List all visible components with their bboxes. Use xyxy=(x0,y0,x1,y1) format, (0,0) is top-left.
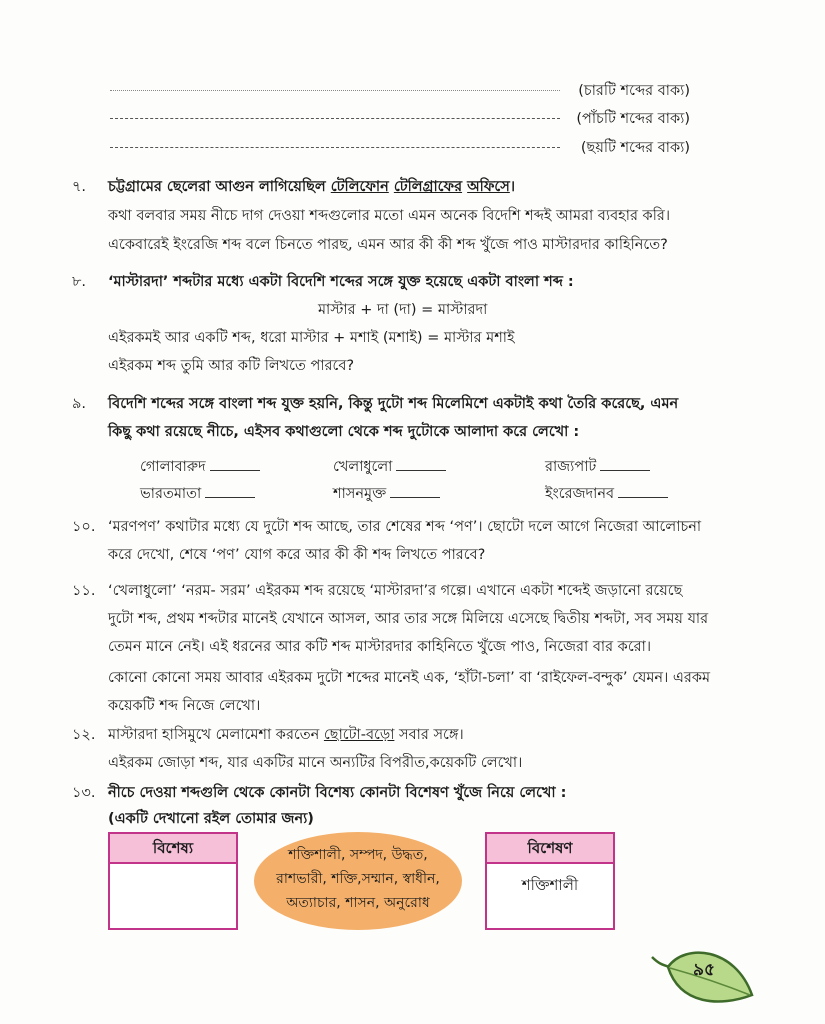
q7-line-2: কথা বলবার সময় নীচে দাগ দেওয়া শব্দগুলোর মতো এমন অনেক বিদেশি শব্দই আমরা ব্যবহার করি। xyxy=(108,208,671,224)
line-label: (পাঁচটি শব্দের বাক্য) xyxy=(576,111,690,127)
underlined-word: টেলিগ্রাফের xyxy=(393,179,463,195)
question-number: ৯. xyxy=(72,396,87,412)
word: ভারতমাতা xyxy=(140,486,202,502)
q10-line-2: করে দেখো, শেষে ‘পণ’ যোগ করে আর কী কী শব্দ লিখতে পারবে? xyxy=(108,547,486,563)
answer-line-2 xyxy=(100,108,690,128)
q11-line-1: ‘খেলাধুলো’ ‘নরম- সরম’ এইরকম শব্দ রয়েছে ‘মাস্টারদা’র গল্পে। এখানে একটা শব্দেই জড়ানো রয়েছে xyxy=(108,583,683,599)
q7-line-3: একেবারেই ইংরেজি শব্দ বলে চিনতে পারছ, এমন আর কী কী শব্দ খুঁজে পাও মাস্টারদার কাহিনিতে? xyxy=(108,237,668,253)
blank-line xyxy=(210,456,260,471)
blank-line xyxy=(618,483,668,498)
underlined-word: ছোটো-বড়ো xyxy=(323,727,395,743)
question-number: ৮. xyxy=(72,274,87,290)
dotted-line xyxy=(110,90,560,91)
q12-text: মাস্টারদা হাসিমুখে মেলামেশা করতেন xyxy=(108,727,324,743)
adjective-box-title: বিশেষণ xyxy=(487,834,613,864)
blank-line xyxy=(205,483,255,498)
word-bank-line: অত্যাচার, শাসন, অনুরোধ xyxy=(286,895,430,911)
word: খেলাধুলো xyxy=(333,459,393,475)
q8-line-4: এইরকম শব্দ তুমি আর কটি লিখতে পারবে? xyxy=(108,358,355,374)
word-blank xyxy=(333,483,440,507)
q7-prompt xyxy=(108,176,788,200)
answer-line-3 xyxy=(100,137,690,157)
line-label: (ছয়টি শব্দের বাক্য) xyxy=(580,140,690,156)
word-blank xyxy=(333,456,446,480)
q13-prompt: নীচে দেওয়া শব্দগুলি থেকে কোনটা বিশেষ্য কোনটা বিশেষণ খুঁজে নিয়ে লেখো : xyxy=(108,785,567,801)
q11-line-2: দুটো শব্দ, প্রথম শব্দটার মানেই যেখানে আসল, আর তার সঙ্গে মিলিয়ে এসেছে দ্বিতীয় শব্দটা, সব সময় যার xyxy=(108,611,709,627)
word-blank xyxy=(140,456,260,480)
q11-line-5: কয়েকটি শব্দ নিজে লেখো। xyxy=(108,698,261,714)
word-bank-oval xyxy=(254,832,462,930)
question-number: ৭. xyxy=(72,179,87,195)
q9-prompt: বিদেশি শব্দের সঙ্গে বাংলা শব্দ যুক্ত হয়নি, কিন্তু দুটো শব্দ মিলেমিশে একটাই কথা তৈরি করেছে, এমন xyxy=(108,396,679,412)
noun-box-body xyxy=(110,864,236,874)
q9-prompt-2: কিছু কথা রয়েছে নীচে, এইসব কথাগুলো থেকে শব্দ দুটোকে আলাদা করে লেখো : xyxy=(108,424,580,440)
q8-line-3: এইরকমই আর একটি শব্দ, ধরো মাস্টার + মশাই (মশাই) = মাস্টার মশাই xyxy=(108,330,515,346)
q8-equation: মাস্টার + দা (দা) = মাস্টারদা xyxy=(318,302,488,318)
q13-note: (একটি দেখানো রইল তোমার জন্য) xyxy=(108,811,314,827)
blank-line xyxy=(396,456,446,471)
underlined-word: অফিসে xyxy=(467,179,510,195)
word-bank-line: শক্তিশালী, সম্পদ, উদ্ধত, xyxy=(288,847,428,863)
dashed-line xyxy=(110,147,560,148)
q10-line-1: ‘মরণপণ’ কথাটার মধ্যে যে দুটো শব্দ আছে, তার শেষের শব্দ ‘পণ’। ছোটো দলে আগে নিজেরা আলোচনা xyxy=(108,519,702,535)
q11-line-4: কোনো কোনো সময় আবার এইরকম দুটো শব্দের মানেই এক, ‘হাঁটা-চলা’ বা ‘রাইফেল-বন্দুক’ যেমন। এরকম xyxy=(108,670,711,686)
q12-text: সবার সঙ্গে। xyxy=(394,727,464,743)
q11-line-3: তেমন মানে নেই। এই ধরনের আর কটি শব্দ মাস্টারদার কাহিনিতে খুঁজে পাও, নিজেরা বার করো। xyxy=(108,639,652,655)
line-label: (চারটি শব্দের বাক্য) xyxy=(578,83,690,99)
blank-line xyxy=(600,456,650,471)
noun-box-title: বিশেষ্য xyxy=(110,834,236,864)
word-blank xyxy=(545,483,668,507)
word: রাজ্যপাট xyxy=(545,459,597,475)
blank-line xyxy=(390,483,440,498)
q7-text: চট্টগ্রামের ছেলেরা আগুন লাগিয়েছিল xyxy=(108,179,331,195)
word-bank-line: রাশভারী, শক্তি,সম্মান, স্বাধীন, xyxy=(276,871,440,887)
underlined-word: টেলিফোন xyxy=(330,179,389,195)
page-number: ৯৫ xyxy=(693,960,716,980)
question-number: ১১. xyxy=(72,583,96,599)
punctuation: । xyxy=(509,179,516,195)
adjective-box-example: শক্তিশালী xyxy=(521,876,579,894)
question-number: ১০. xyxy=(72,519,96,535)
question-number: ১২. xyxy=(72,727,96,743)
q12-line-1 xyxy=(108,724,788,748)
word-blank xyxy=(140,483,255,507)
question-number: ১৩. xyxy=(72,785,96,801)
noun-box xyxy=(108,832,238,930)
adjective-box xyxy=(485,832,615,930)
word: গোলাবারুদ xyxy=(140,459,206,475)
q8-prompt: ‘মাস্টারদা’ শব্দটার মধ্যে একটা বিদেশি শব্দের সঙ্গে যুক্ত হয়েছে একটা বাংলা শব্দ : xyxy=(108,274,574,290)
word: শাসনমুক্ত xyxy=(333,486,387,502)
word-blank xyxy=(545,456,650,480)
word: ইংরেজদানব xyxy=(545,486,615,502)
dashed-line xyxy=(110,118,560,119)
answer-line-1 xyxy=(100,80,690,100)
q12-line-2: এইরকম জোড়া শব্দ, যার একটির মানে অন্যটির বিপরীত,কয়েকটি লেখো। xyxy=(108,755,523,771)
